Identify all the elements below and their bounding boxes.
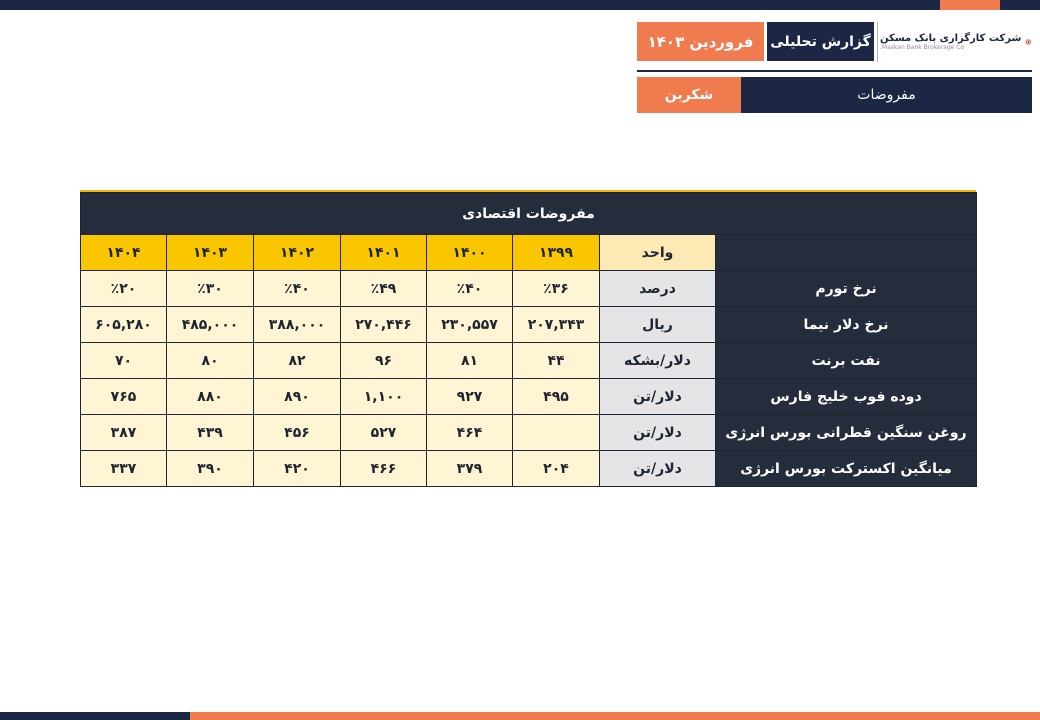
unit-cell: درصد [600,271,716,307]
value-cell: ۲۷۰,۴۴۶ [341,307,427,343]
table-row [81,271,977,307]
value-cell: ۴۵۶ [254,415,341,451]
economic-assumptions-table [80,192,977,487]
header-separator [877,22,878,62]
value-cell: ۳۸۸,۰۰۰ [254,307,341,343]
unit-cell: ریال [600,307,716,343]
value-cell: ۳۷۹ [427,451,513,487]
top-bar-orange [940,0,1000,10]
value-cell: ٪۲۰ [81,271,167,307]
unit-cell: دلار/بشکه [600,343,716,379]
row-label: نفت برنت [716,343,977,379]
section-title: مفروضات [741,77,1032,113]
table-row [81,307,977,343]
table-title: مفروضات اقتصادی [81,193,977,235]
report-date-badge: فروردین ۱۴۰۳ [637,22,764,61]
value-cell: ۴۹۵ [513,379,600,415]
value-cell: ۴۶۴ [427,415,513,451]
row-label: روغن سنگین قطرانی بورس انرژی [716,415,977,451]
value-cell: ۴۴ [513,343,600,379]
table-row [81,343,977,379]
top-bar-navy-right [1000,0,1040,10]
value-cell: ۴۳۹ [167,415,254,451]
hexagon-logo-icon [1025,22,1032,62]
value-cell: ۸۱ [427,343,513,379]
table-row [81,415,977,451]
year-header: ۱۴۰۳ [167,235,254,271]
value-cell: ۸۲ [254,343,341,379]
unit-cell: دلار/تن [600,379,716,415]
row-label: میانگین اکسترکت بورس انرژی [716,451,977,487]
header-divider [637,70,1032,72]
value-cell: ۸۰ [167,343,254,379]
table-row [81,451,977,487]
top-accent-bar [0,0,1040,10]
top-bar-navy [0,0,940,10]
year-header: ۱۴۰۱ [341,235,427,271]
value-cell: ۳۳۷ [81,451,167,487]
value-cell: ۸۹۰ [254,379,341,415]
value-cell: ۳۸۷ [81,415,167,451]
bottom-bar-orange [190,712,1040,720]
row-label: دوده فوب خلیج فارس [716,379,977,415]
table-header-row [81,235,977,271]
value-cell: ۳۹۰ [167,451,254,487]
company-badge: شکربن [637,77,741,113]
value-cell: ۴۸۵,۰۰۰ [167,307,254,343]
unit-cell: دلار/تن [600,415,716,451]
value-cell [513,415,600,451]
value-cell: ۲۳۰,۵۵۷ [427,307,513,343]
value-cell: ۹۲۷ [427,379,513,415]
value-cell: ٪۴۹ [341,271,427,307]
value-cell: ٪۴۰ [427,271,513,307]
logo-company-name: شرکت کارگزاری بانک مسکن [880,33,1022,44]
value-cell: ۶۰۵,۲۸۰ [81,307,167,343]
company-logo [880,20,1032,64]
value-cell: ۵۲۷ [341,415,427,451]
report-type-badge: گزارش تحلیلی [767,22,874,61]
logo-tagline: Maskan Bank Brokerage Co. [880,44,965,51]
year-header: ۱۳۹۹ [513,235,600,271]
assumptions-table-container [80,190,976,487]
value-cell: ۲۰۴ [513,451,600,487]
value-cell: ٪۴۰ [254,271,341,307]
unit-cell: دلار/تن [600,451,716,487]
row-label: نرخ دلار نیما [716,307,977,343]
value-cell: ٪۳۶ [513,271,600,307]
value-cell: ۱,۱۰۰ [341,379,427,415]
value-cell: ۴۲۰ [254,451,341,487]
bottom-bar-navy [0,712,190,720]
value-cell: ۷۰ [81,343,167,379]
value-cell: ۲۰۷,۳۴۳ [513,307,600,343]
value-cell: ۴۶۶ [341,451,427,487]
value-cell: ٪۳۰ [167,271,254,307]
table-row [81,379,977,415]
year-header: ۱۴۰۲ [254,235,341,271]
unit-header: واحد [600,235,716,271]
year-header: ۱۴۰۰ [427,235,513,271]
bottom-accent-bar [0,712,1040,720]
value-cell: ۸۸۰ [167,379,254,415]
year-header: ۱۴۰۴ [81,235,167,271]
value-cell: ۷۶۵ [81,379,167,415]
value-cell: ۹۶ [341,343,427,379]
row-label: نرخ تورم [716,271,977,307]
label-header-blank [716,235,977,271]
